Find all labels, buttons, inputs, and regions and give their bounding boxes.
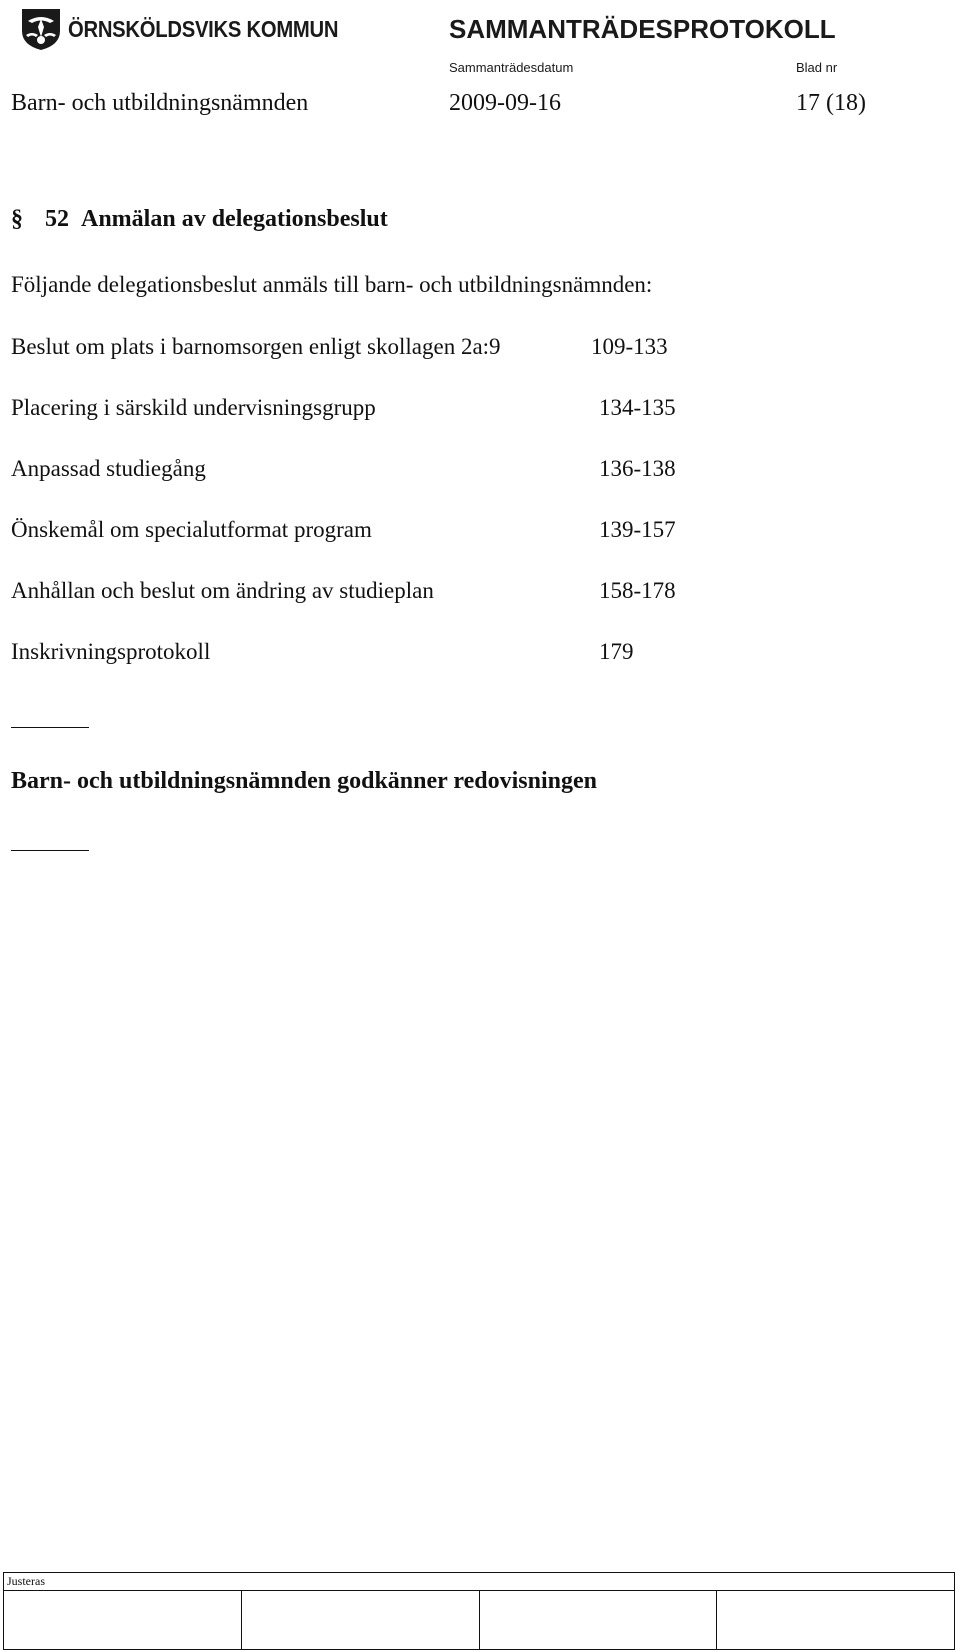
list-item — [11, 578, 911, 639]
item-numbers: 158-178 — [599, 578, 676, 603]
paragraph-sign: § — [11, 206, 23, 232]
signature-cell — [242, 1591, 480, 1649]
item-description: Önskemål om specialutformat program — [11, 517, 372, 542]
item-numbers: 134-135 — [599, 395, 676, 420]
page-label: Blad nr — [796, 60, 838, 75]
signature-label-row — [4, 1573, 954, 1591]
meeting-date: 2009-09-16 — [449, 90, 561, 116]
organization-name: ÖRNSKÖLDSVIKS KOMMUN — [68, 15, 339, 42]
item-description: Anpassad studiegång — [11, 456, 206, 481]
divider — [11, 850, 89, 851]
signature-label: Justeras — [7, 1574, 45, 1588]
signature-cell — [480, 1591, 718, 1649]
list-item — [11, 456, 911, 517]
item-description: Beslut om plats i barnomsorgen enligt skollagen 2a:9 — [11, 334, 501, 359]
item-numbers: 136-138 — [599, 456, 676, 481]
intro-text: Följande delegationsbeslut anmäls till barn- och utbildningsnämnden: — [11, 272, 653, 297]
decision-text: Barn- och utbildningsnämnden godkänner redovisningen — [11, 768, 597, 794]
item-numbers: 109-133 — [591, 334, 668, 359]
list-item — [11, 639, 911, 700]
item-description: Anhållan och beslut om ändring av studieplan — [11, 578, 434, 603]
committee-name: Barn- och utbildningsnämnden — [11, 90, 309, 116]
signature-cell — [717, 1591, 954, 1649]
signature-cell — [4, 1591, 242, 1649]
item-description: Placering i särskild undervisningsgrupp — [11, 395, 376, 420]
list-item — [11, 395, 911, 456]
document-type: SAMMANTRÄDESPROTOKOLL — [449, 14, 836, 44]
delegation-list — [11, 334, 911, 700]
section-heading — [11, 206, 388, 233]
page-number: 17 (18) — [796, 90, 866, 116]
date-label: Sammanträdesdatum — [449, 60, 574, 75]
list-item — [11, 517, 911, 578]
divider — [11, 727, 89, 728]
section-title: Anmälan av delegationsbeslut — [81, 206, 388, 232]
municipality-emblem-icon — [20, 7, 62, 51]
logo — [20, 6, 375, 52]
item-numbers: 179 — [599, 639, 634, 664]
section-number: 52 — [45, 206, 69, 232]
item-numbers: 139-157 — [599, 517, 676, 542]
list-item — [11, 334, 911, 395]
signature-table — [3, 1572, 955, 1650]
signature-cells — [4, 1591, 954, 1649]
item-description: Inskrivningsprotokoll — [11, 639, 211, 664]
